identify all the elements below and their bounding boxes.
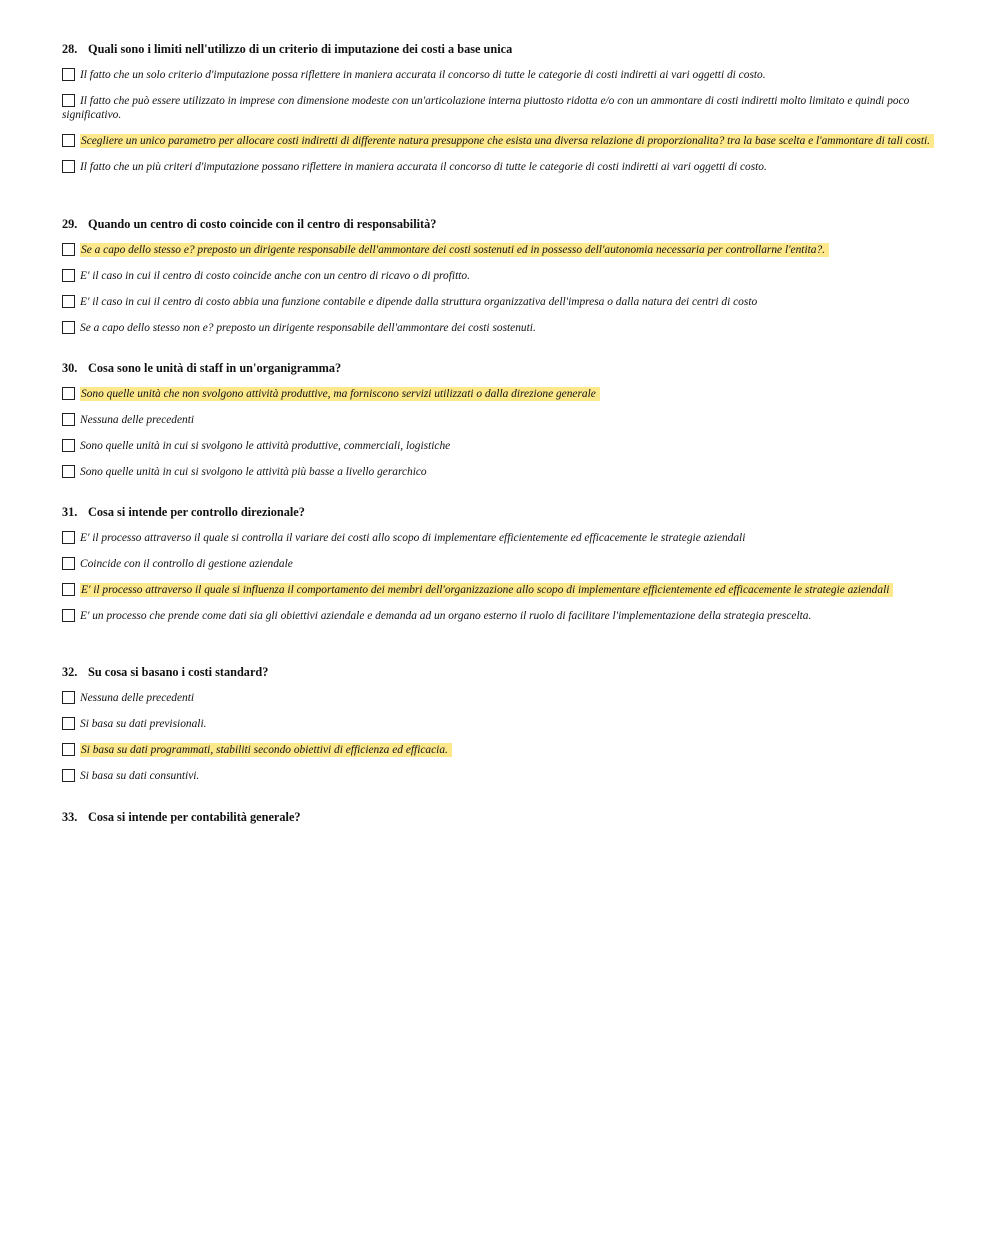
question-31 bbox=[62, 505, 937, 635]
answer-text: Si basa su dati consuntivi. bbox=[80, 770, 200, 782]
question-text: Quali sono i limiti nell'utilizzo di un criterio di imputazione dei costi a base unica bbox=[88, 42, 513, 56]
answer-checkbox[interactable] bbox=[62, 94, 75, 107]
answer-option bbox=[62, 717, 937, 731]
question-title bbox=[62, 505, 937, 519]
answer-option bbox=[62, 295, 937, 309]
answer-checkbox[interactable] bbox=[62, 243, 75, 256]
question-title bbox=[62, 217, 937, 231]
question-number: 33. bbox=[62, 810, 78, 824]
answer-option-highlighted bbox=[62, 743, 937, 757]
question-32 bbox=[62, 665, 937, 795]
answer-text: Nessuna delle precedenti bbox=[80, 692, 195, 704]
question-text: Cosa sono le unità di staff in un'organigramma? bbox=[88, 361, 342, 375]
answer-checkbox[interactable] bbox=[62, 465, 75, 478]
answer-text: Il fatto che può essere utilizzato in imprese con dimensione modeste con un'articolazione interna piuttosto ridotta e/o con un ammontare di costi indiretti molto limitato e quindi poco significativo. bbox=[62, 95, 910, 121]
answer-option bbox=[62, 68, 937, 82]
question-text: Cosa si intende per contabilità generale? bbox=[88, 810, 301, 824]
answer-checkbox[interactable] bbox=[62, 413, 75, 426]
answer-text: E' il processo attraverso il quale si influenza il comportamento dei membri dell'organizzazione allo scopo di implementare efficientemente ed efficacemente le strategie aziendali bbox=[80, 583, 893, 597]
answer-text: E' il caso in cui il centro di costo abbia una funzione contabile e dipende dalla struttura organizzativa dell'impresa o dalla natura dei centri di costo bbox=[80, 296, 758, 308]
answer-option bbox=[62, 465, 937, 479]
answer-checkbox[interactable] bbox=[62, 743, 75, 756]
answer-option-highlighted bbox=[62, 583, 937, 597]
answer-checkbox[interactable] bbox=[62, 717, 75, 730]
answer-checkbox[interactable] bbox=[62, 295, 75, 308]
question-number: 28. bbox=[62, 42, 78, 56]
answer-option bbox=[62, 439, 937, 453]
answer-option bbox=[62, 531, 937, 545]
answer-text: Sono quelle unità in cui si svolgono le attività più basse a livello gerarchico bbox=[80, 466, 427, 478]
question-text: Quando un centro di costo coincide con il centro di responsabilità? bbox=[88, 217, 437, 231]
answer-text: Si basa su dati previsionali. bbox=[80, 718, 207, 730]
question-number: 32. bbox=[62, 665, 78, 679]
answer-checkbox[interactable] bbox=[62, 583, 75, 596]
question-33 bbox=[62, 810, 937, 836]
answer-text: Si basa su dati programmati, stabiliti secondo obiettivi di efficienza ed efficacia. bbox=[80, 743, 452, 757]
question-text: Su cosa si basano i costi standard? bbox=[88, 665, 269, 679]
answer-text: Sono quelle unità che non svolgono attività produttive, ma forniscono servizi utilizzati o dalla direzione generale bbox=[80, 387, 600, 401]
answer-checkbox[interactable] bbox=[62, 439, 75, 452]
question-title bbox=[62, 810, 937, 824]
answer-option-highlighted bbox=[62, 243, 937, 257]
answer-checkbox[interactable] bbox=[62, 557, 75, 570]
question-30 bbox=[62, 361, 937, 491]
answer-text: Se a capo dello stesso non e? preposto un dirigente responsabile dell'ammontare dei costi sostenuti. bbox=[80, 322, 536, 334]
answer-checkbox[interactable] bbox=[62, 321, 75, 334]
question-number: 29. bbox=[62, 217, 78, 231]
answer-text: E' il processo attraverso il quale si controlla il variare dei costi allo scopo di implementare efficientemente ed efficacemente le strategie aziendali bbox=[80, 532, 746, 544]
answer-checkbox[interactable] bbox=[62, 609, 75, 622]
answer-option bbox=[62, 160, 937, 174]
answer-option bbox=[62, 609, 937, 623]
answer-option bbox=[62, 691, 937, 705]
answer-text: Coincide con il controllo di gestione aziendale bbox=[80, 558, 293, 570]
answer-option bbox=[62, 94, 937, 122]
question-text: Cosa si intende per controllo direzionale? bbox=[88, 505, 305, 519]
answer-text: Scegliere un unico parametro per allocare costi indiretti di differente natura presuppone che esista una diversa relazione di proporzionalita? tra la base scelta e l'ammontare di tali costi. bbox=[80, 134, 934, 148]
question-29 bbox=[62, 217, 937, 347]
answer-option bbox=[62, 769, 937, 783]
answer-option bbox=[62, 557, 937, 571]
question-title bbox=[62, 42, 937, 56]
answer-checkbox[interactable] bbox=[62, 531, 75, 544]
question-title bbox=[62, 361, 937, 375]
answer-option-highlighted bbox=[62, 387, 937, 401]
answer-text: Il fatto che un solo criterio d'imputazione possa riflettere in maniera accurata il concorso di tutte le categorie di costi indiretti ai vari oggetti di costo. bbox=[80, 69, 766, 81]
answer-checkbox[interactable] bbox=[62, 269, 75, 282]
answer-text: Sono quelle unità in cui si svolgono le attività produttive, commerciali, logistiche bbox=[80, 440, 451, 452]
answer-text: Se a capo dello stesso e? preposto un dirigente responsabile dell'ammontare dei costi sostenuti ed in possesso dell'autonomia necessaria per controllarne l'entita?. bbox=[80, 243, 829, 257]
answer-text: Il fatto che un più criteri d'imputazione possano riflettere in maniera accurata il concorso di tutte le categorie di costi indiretti ai vari oggetti di costo. bbox=[80, 161, 767, 173]
question-number: 30. bbox=[62, 361, 78, 375]
answer-checkbox[interactable] bbox=[62, 68, 75, 81]
answer-option bbox=[62, 269, 937, 283]
answer-option bbox=[62, 321, 937, 335]
answer-text: E' il caso in cui il centro di costo coincide anche con un centro di ricavo o di profitto. bbox=[80, 270, 470, 282]
question-title bbox=[62, 665, 937, 679]
answer-checkbox[interactable] bbox=[62, 691, 75, 704]
question-28 bbox=[62, 42, 937, 186]
answer-text: E' un processo che prende come dati sia gli obiettivi aziendale e demanda ad un organo esterno il ruolo di facilitare l'implementazione della strategia prescelta. bbox=[80, 610, 812, 622]
answer-checkbox[interactable] bbox=[62, 769, 75, 782]
answer-text: Nessuna delle precedenti bbox=[80, 414, 195, 426]
answer-checkbox[interactable] bbox=[62, 134, 75, 147]
answer-option-highlighted bbox=[62, 134, 937, 148]
answer-option bbox=[62, 413, 937, 427]
question-number: 31. bbox=[62, 505, 78, 519]
answer-checkbox[interactable] bbox=[62, 387, 75, 400]
answer-checkbox[interactable] bbox=[62, 160, 75, 173]
